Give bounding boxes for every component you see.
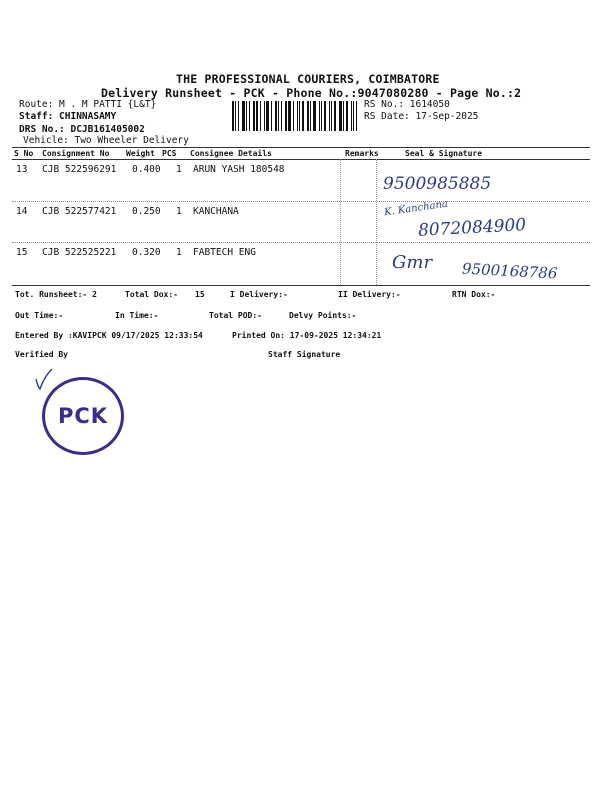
barcode-bar bbox=[324, 101, 326, 131]
barcode-bar bbox=[235, 101, 236, 131]
row-weight: 0.250 bbox=[132, 206, 161, 217]
barcode-bar bbox=[256, 101, 258, 131]
barcode bbox=[232, 101, 360, 131]
row-sno: 15 bbox=[16, 247, 28, 258]
barcode-bar bbox=[271, 101, 272, 131]
total-pod: Total POD:- bbox=[209, 311, 262, 320]
signature-divider bbox=[376, 159, 377, 285]
row-pcs: 1 bbox=[176, 247, 182, 258]
barcode-bar bbox=[353, 101, 354, 131]
barcode-bar bbox=[334, 101, 336, 131]
out-time: Out Time:- bbox=[15, 311, 64, 320]
col-header-consignment: Consignment No bbox=[42, 149, 110, 158]
rs-date: RS Date: 17-Sep-2025 bbox=[364, 111, 479, 122]
row-consignment: CJB 522577421 bbox=[42, 206, 117, 217]
i-delivery: I Delivery:- bbox=[230, 290, 288, 299]
row-consignment: CJB 522596291 bbox=[42, 164, 117, 175]
col-header-sno: S No bbox=[14, 149, 34, 158]
route: Route: M . M PATTI {L&T} bbox=[19, 99, 157, 110]
table-bottom-border bbox=[12, 285, 590, 286]
barcode-bar bbox=[302, 101, 304, 131]
barcode-bar bbox=[319, 101, 320, 131]
delvy-points: Delvy Points:- bbox=[289, 311, 357, 320]
handwritten-phone: 9500168786 bbox=[461, 259, 558, 283]
barcode-bar bbox=[297, 101, 298, 131]
row-pcs: 1 bbox=[176, 164, 182, 175]
total-dox-label: Total Dox:- bbox=[125, 290, 178, 299]
barcode-bar bbox=[351, 101, 352, 131]
barcode-bar bbox=[356, 101, 357, 131]
barcode-bar bbox=[293, 101, 294, 131]
row-consignment: CJB 522525221 bbox=[42, 247, 117, 258]
row-consignee: KANCHANA bbox=[193, 206, 239, 217]
row-consignee: FABTECH ENG bbox=[193, 247, 256, 258]
row-weight: 0.320 bbox=[132, 247, 161, 258]
row-consignee: ARUN YASH 180548 bbox=[193, 164, 285, 175]
col-header-consignee: Consignee Details bbox=[190, 149, 272, 158]
barcode-bar bbox=[329, 101, 330, 131]
tot-runsheet: Tot. Runsheet:- 2 bbox=[15, 290, 97, 299]
row-pcs: 1 bbox=[176, 206, 182, 217]
barcode-bar bbox=[339, 101, 342, 131]
col-header-remarks: Remarks bbox=[345, 149, 379, 158]
company-name: THE PROFESSIONAL COURIERS, COIMBATORE bbox=[176, 72, 440, 86]
ii-delivery: II Delivery:- bbox=[338, 290, 401, 299]
remarks-divider bbox=[340, 159, 341, 285]
barcode-bar bbox=[253, 101, 255, 131]
runsheet-title: Delivery Runsheet - PCK - Phone No.:9047080280 - Page No.:2 bbox=[101, 86, 522, 100]
barcode-bar bbox=[249, 101, 250, 131]
row-divider bbox=[12, 242, 590, 243]
col-header-pcs: PCS bbox=[162, 149, 177, 158]
header-bottom-border bbox=[12, 159, 590, 160]
barcode-bar bbox=[313, 101, 316, 131]
barcode-bar bbox=[310, 101, 311, 131]
staff-signature: Staff Signature bbox=[268, 350, 341, 359]
printed-on: Printed On: 17-09-2025 12:34:21 bbox=[232, 331, 382, 340]
barcode-bar bbox=[285, 101, 287, 131]
barcode-bar bbox=[246, 101, 247, 131]
total-dox-value: 15 bbox=[195, 290, 205, 299]
barcode-bar bbox=[281, 101, 282, 131]
col-header-signature: Seal & Signature bbox=[405, 149, 483, 158]
staff: Staff: CHINNASAMY bbox=[19, 111, 117, 122]
barcode-bar bbox=[260, 101, 261, 131]
handwritten-signature: K. Kanchana bbox=[383, 198, 449, 219]
rs-number: RS No.: 1614050 bbox=[364, 99, 450, 110]
handwritten-phone: 9500985885 bbox=[383, 174, 492, 194]
row-weight: 0.400 bbox=[132, 164, 161, 175]
entered-by: Entered By :KAVIPCK 09/17/2025 12:33:54 bbox=[15, 331, 203, 340]
barcode-bar bbox=[238, 101, 239, 131]
in-time: In Time:- bbox=[115, 311, 159, 320]
vehicle: Vehicle: Two Wheeler Delivery bbox=[23, 135, 189, 146]
barcode-bar bbox=[275, 101, 277, 131]
barcode-bar bbox=[242, 101, 245, 131]
barcode-bar bbox=[288, 101, 291, 131]
handwritten-phone: 8072084900 bbox=[417, 215, 527, 241]
row-divider bbox=[12, 201, 590, 202]
row-sno: 13 bbox=[16, 164, 28, 175]
barcode-bar bbox=[307, 101, 309, 131]
barcode-bar bbox=[266, 101, 269, 131]
table-top-border bbox=[12, 147, 590, 148]
col-header-weight: Weight bbox=[126, 149, 155, 158]
barcode-bar bbox=[232, 101, 234, 131]
drs-number: DRS No.: DCJB161405002 bbox=[19, 124, 145, 135]
rtn-dox: RTN Dox:- bbox=[452, 290, 496, 299]
barcode-bar bbox=[343, 101, 344, 131]
pck-stamp: PCK bbox=[42, 377, 124, 455]
row-sno: 14 bbox=[16, 206, 28, 217]
handwritten-signature: Gmr bbox=[392, 252, 433, 273]
verified-by: Verified By bbox=[15, 350, 68, 359]
barcode-bar bbox=[264, 101, 265, 131]
barcode-bar bbox=[299, 101, 300, 131]
barcode-bar bbox=[278, 101, 279, 131]
barcode-bar bbox=[346, 101, 348, 131]
barcode-bar bbox=[321, 101, 322, 131]
barcode-bar bbox=[331, 101, 332, 131]
